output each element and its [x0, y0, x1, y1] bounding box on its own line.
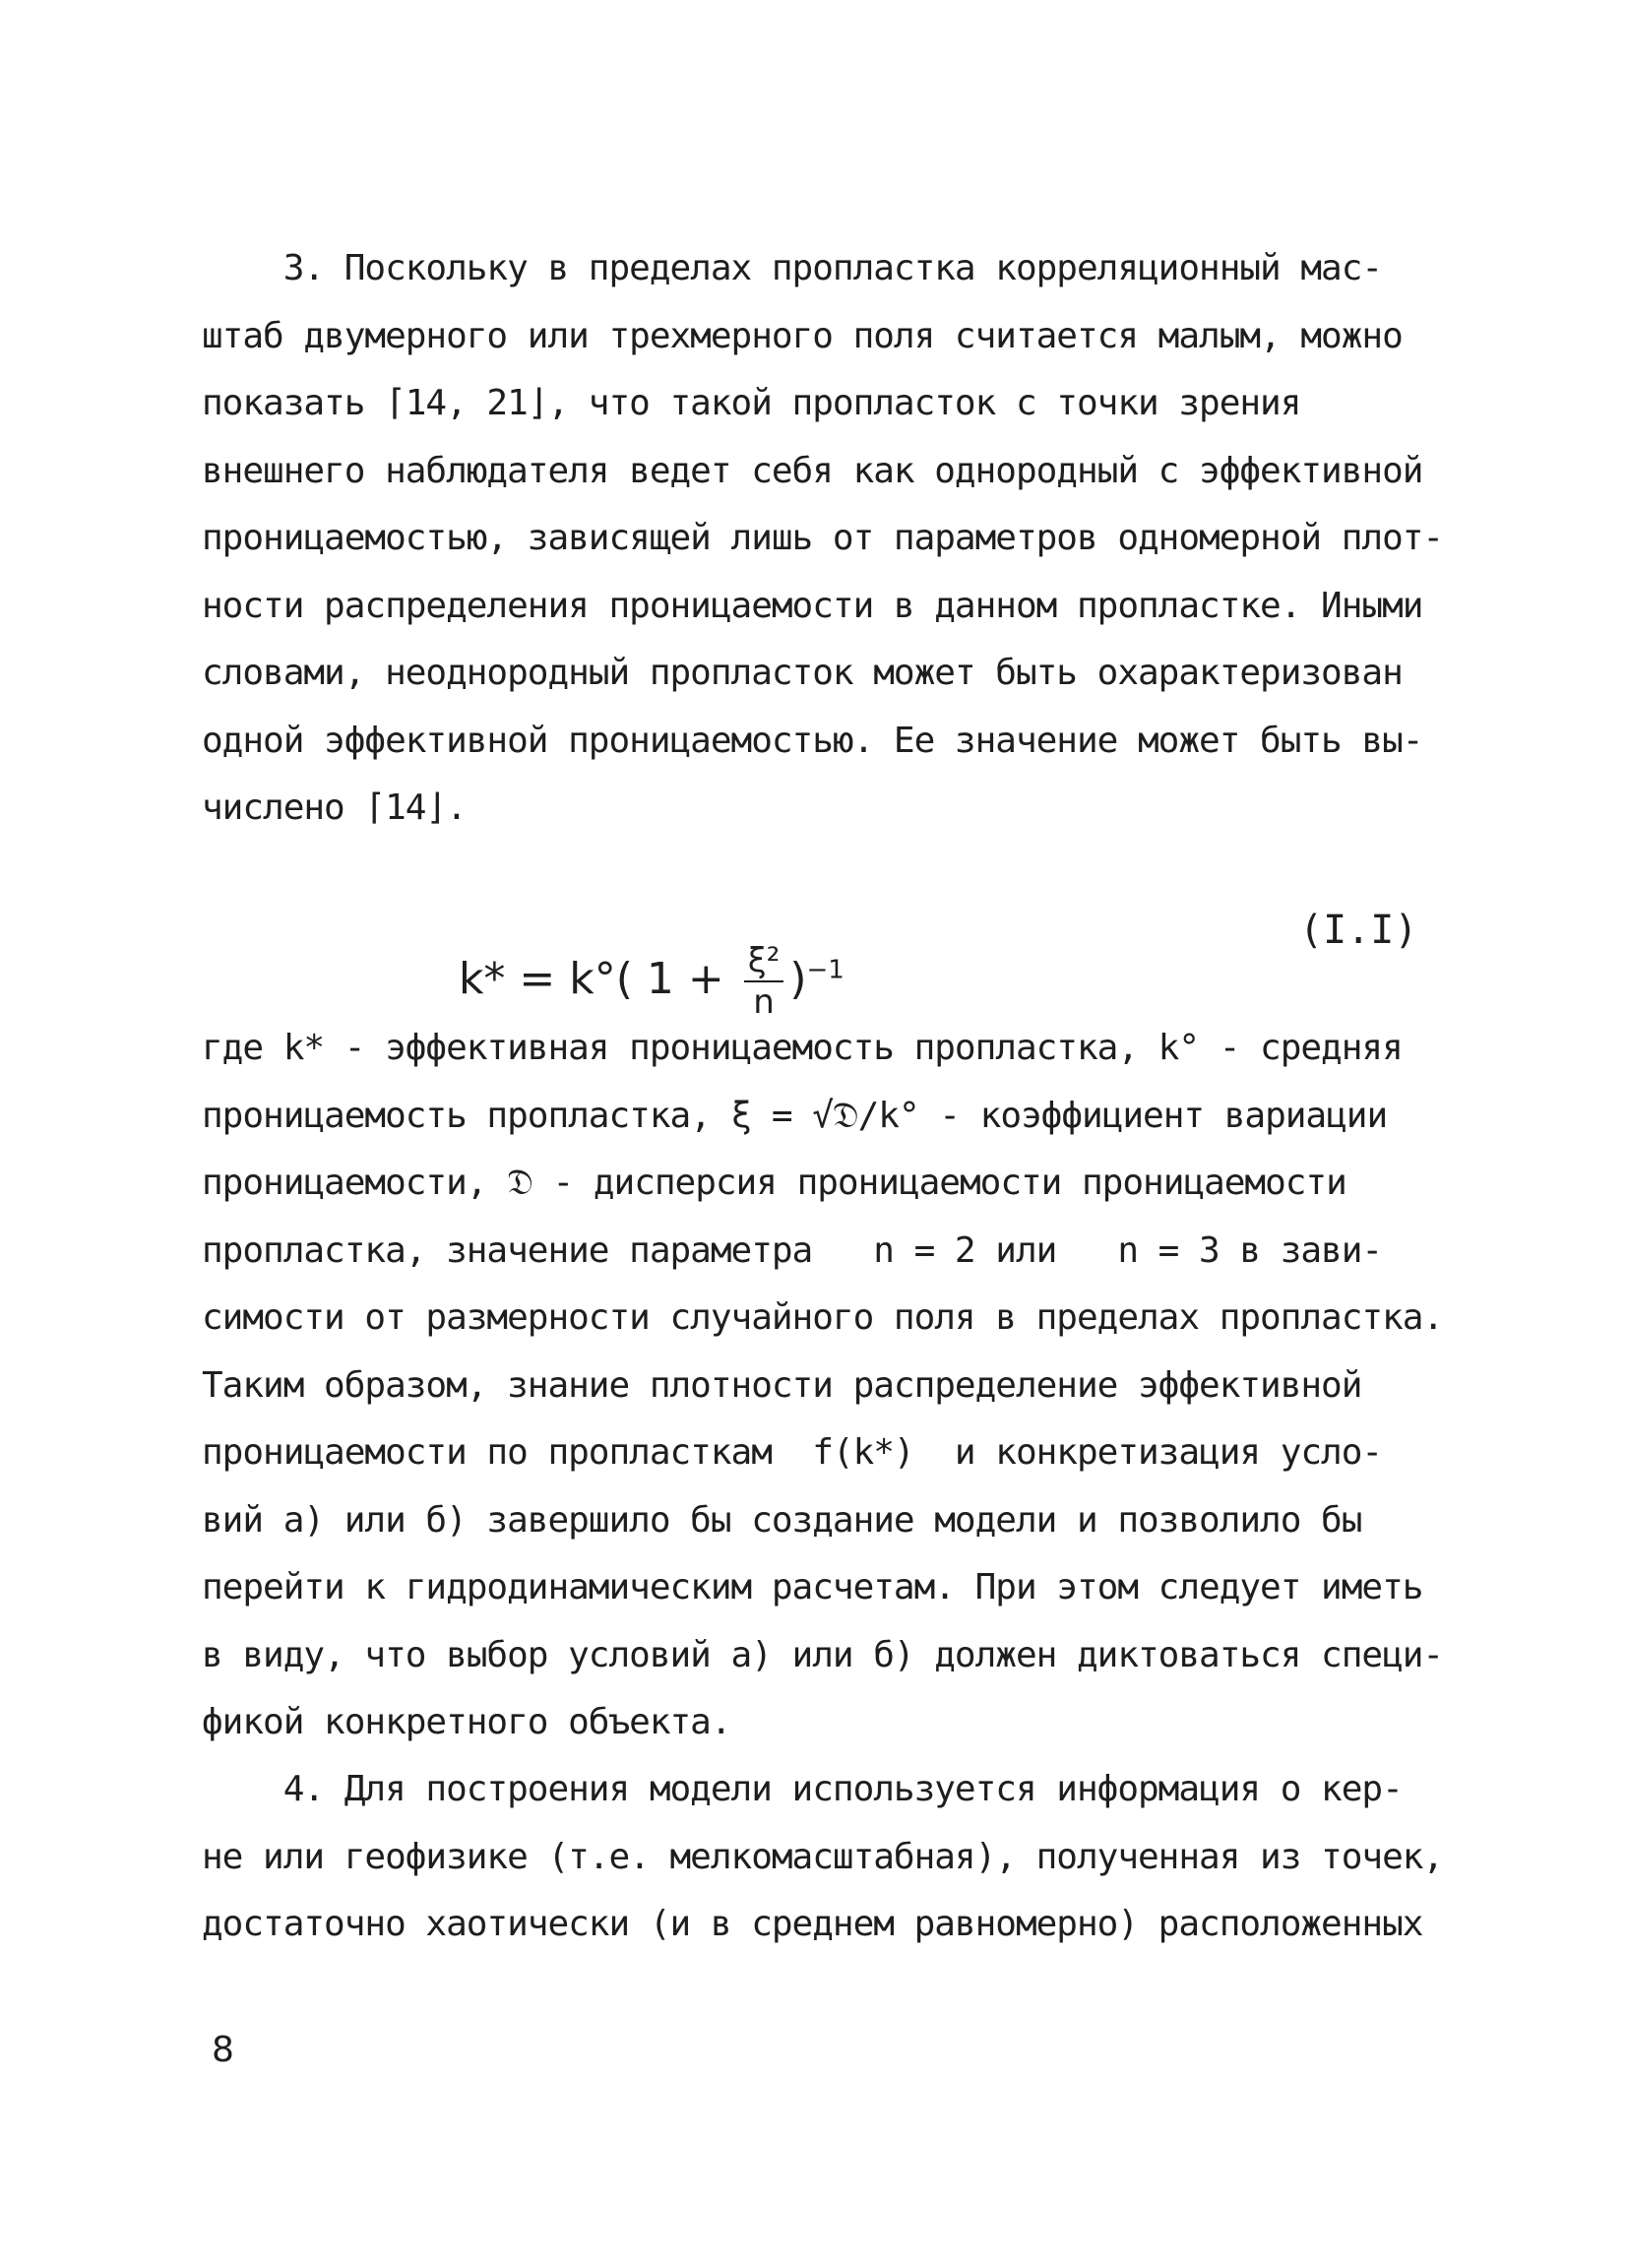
formula-denominator: n — [753, 982, 775, 1022]
text-line: проницаемостью, зависящей лишь от параметров одномерной плот- — [202, 518, 1444, 558]
text-line: проницаемости, 𝔇 - дисперсия проницаемости проницаемости — [202, 1163, 1346, 1203]
text-line: словами, неоднородный пропласток может быть охарактеризован — [202, 653, 1403, 693]
text-line: показать ⌈14, 21⌋, что такой пропласток с точки зрения — [202, 383, 1301, 423]
text-line: перейти к гидродинамическим расчетам. При этом следует иметь — [202, 1567, 1423, 1607]
text-line: в виду, что выбор условий а) или б) должен диктоваться специ- — [202, 1634, 1444, 1675]
formula-exponent: −1 — [806, 955, 845, 985]
text-line: достаточно хаотически (и в среднем равномерно) расположенных — [202, 1904, 1423, 1944]
text-line: где k* - эффективная проницаемость пропластка, k° - средняя — [202, 1028, 1403, 1068]
text-line: пропластка, значение параметра n = 2 или n = 3 в зави- — [202, 1229, 1383, 1271]
text-line: проницаемости по пропласткам f(k*) и конкретизация усло- — [202, 1432, 1383, 1473]
text-line: 4. Для построения модели используется информация о кер- — [202, 1769, 1403, 1809]
formula-fraction — [744, 941, 784, 1022]
text-line: вий а) или б) завершило бы создание модели и позволило бы — [202, 1499, 1362, 1541]
equation-number: (I.I) — [1299, 908, 1418, 953]
text-line: фикой конкретного объекта. — [202, 1702, 731, 1742]
page-number: 8 — [212, 2030, 234, 2070]
text-line: проницаемость пропластка, ξ = √𝔇/k° - коэффициент вариации — [202, 1095, 1388, 1136]
text-line: не или геофизике (т.е. мелкомасштабная), полученная из точек, — [202, 1836, 1444, 1877]
formula-numerator: ξ² — [744, 941, 784, 982]
text-line: одной эффективной проницаемостью. Ее значение может быть вы- — [202, 720, 1423, 761]
text-line: штаб двумерного или трехмерного поля считается малым, можно — [202, 315, 1403, 356]
text-line: 3. Поскольку в пределах пропластка корреляционный мас- — [202, 248, 1383, 288]
text-line: Таким образом, знание плотности распределение эффективной — [202, 1364, 1362, 1406]
formula-lhs: k* = k°( 1 + — [458, 954, 738, 1004]
text-line: числено ⌈14⌋. — [202, 788, 467, 828]
text-line: ности распределения проницаемости в данном пропластке. Иными — [202, 585, 1423, 626]
text-line: внешнего наблюдателя ведет себя как однородный с эффективной — [202, 450, 1423, 491]
formula-rhs: ) — [789, 954, 807, 1004]
text-line: симости от размерности случайного поля в пределах пропластка. — [202, 1297, 1444, 1338]
